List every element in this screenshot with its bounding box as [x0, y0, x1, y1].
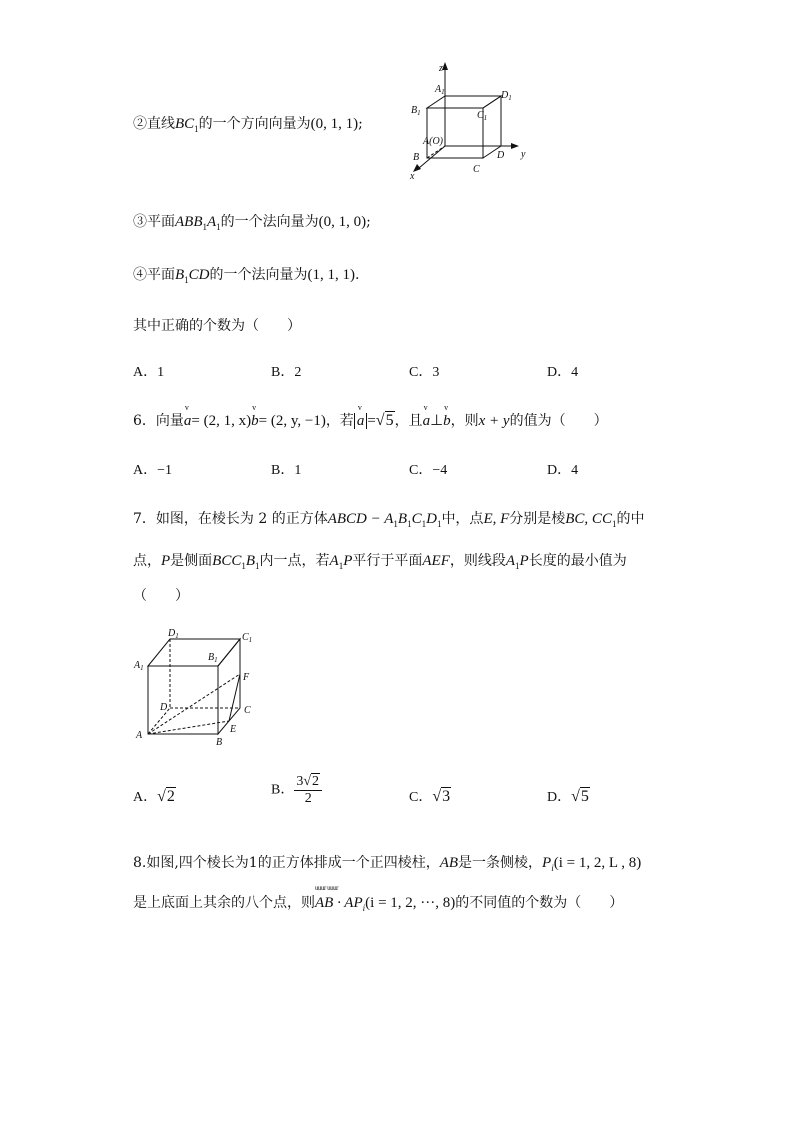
label-b: B [216, 737, 223, 748]
label-e: E [230, 724, 237, 735]
label-z: z [439, 63, 443, 74]
label-b1: $B_1$ [411, 105, 421, 117]
label-c1: $C_1$ [477, 110, 488, 122]
q7-option-c[interactable]: C．√3 [409, 788, 451, 805]
q6-option-a[interactable]: A．−1 [133, 463, 173, 478]
label-b: B [413, 152, 420, 163]
q6-option-c[interactable]: C．−4 [409, 463, 448, 478]
coordinate-cube-figure [405, 58, 535, 183]
label-a-origin: A(O) [423, 136, 443, 147]
item-4-line: ④平面$B_1CD$的一个法向量为(1, 1, 1). [133, 267, 360, 285]
cube-front-face [427, 108, 483, 158]
x-axis [419, 146, 445, 168]
q8-line-2: 是上底面上其余的八个点，则 uuur uuur AB · $AP_i(i = 1$, 2, ···, 8)的不同值的个数为（ ） [133, 884, 624, 913]
q6-stem: 6．向量 v a= (2, 1, x) v b= (2, y, −1)，若 v a =√5，且 v a⊥ v b，则x + y的值为（ ） [133, 403, 608, 429]
label-x: x [410, 171, 415, 182]
label-c: C [473, 164, 480, 175]
label-d1: $D_1$ [168, 628, 179, 640]
q7-line-3: （ ） [133, 588, 189, 604]
label-d: D [497, 150, 505, 161]
q7-option-d[interactable]: D．√5 [547, 788, 589, 805]
q6-option-b[interactable]: B．1 [271, 463, 302, 478]
label-c: C [244, 705, 251, 716]
label-c1: $C_1$ [242, 632, 253, 644]
cube-top-face [148, 639, 240, 666]
y-axis-arrow [511, 143, 519, 149]
item-3-line: ③平面$ABB_1A_1$的一个法向量为(0, 1, 0); [133, 214, 371, 232]
label-b1: $B_1$ [208, 652, 218, 664]
label-d: D [160, 702, 168, 713]
label-a1: $A_1$ [134, 660, 144, 672]
q7-line-2: 点，P是侧面$BCC_1B_1$内一点，若$A_1P$平行于平面AEF，则线段$A_1P$长度的最小值为 [133, 553, 627, 571]
q7-option-b[interactable]: B． $\frac{3√2}{2}$ [271, 774, 322, 807]
q7-option-a[interactable]: A．√2 [133, 788, 175, 805]
cube-abcd-figure [132, 624, 262, 750]
q5-option-c[interactable]: C．3 [409, 365, 440, 380]
label-f: F [243, 672, 250, 683]
q5-option-b[interactable]: B．2 [271, 365, 302, 380]
item-2-line: ②直线$BC_1$的一个方向向量为(0, 1, 1); [133, 116, 363, 134]
cube-top-face [427, 96, 501, 108]
q5-stem: 其中正确的个数为（ ） [133, 318, 301, 334]
cube-front-face [148, 666, 218, 734]
q8-line-1: 8.如图,四个棱长为1的正方体排成一个正四棱柱，AB是一条侧棱，$P_i(i = 1$, 2, L , 8) [133, 855, 642, 873]
q6-option-d[interactable]: D．4 [547, 463, 579, 478]
cube-right-face [483, 96, 501, 158]
label-y: y [521, 149, 526, 160]
label-d1: $D_1$ [501, 90, 512, 102]
q5-option-a[interactable]: A．1 [133, 365, 165, 380]
label-a: A [136, 730, 143, 741]
q7-line-1: 7．如图，在棱长为 2 的正方体ABCD − $A_1B_1C_1D_1$中，点E, F分别是棱BC, $CC_1$的中 [133, 511, 645, 529]
q5-option-d[interactable]: D．4 [547, 365, 579, 380]
line-a-e [148, 721, 229, 734]
label-a1: $A_1$ [435, 84, 445, 96]
